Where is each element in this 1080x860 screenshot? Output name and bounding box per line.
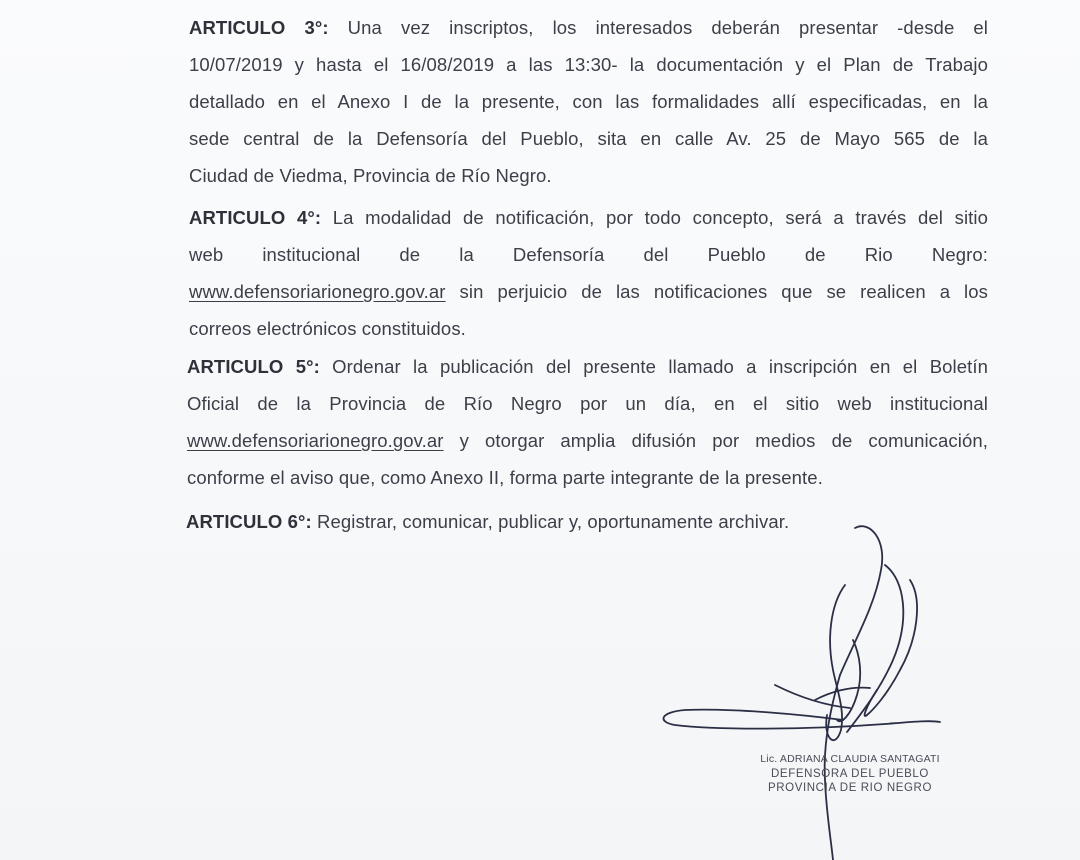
article-3-line-5: Ciudad de Viedma, Provincia de Río Negro. xyxy=(189,165,552,186)
article-4-line-4: correos electrónicos constituidos. xyxy=(189,318,466,339)
article-5-line-4: conforme el aviso que, como Anexo II, forma parte integrante de la presente. xyxy=(187,467,823,488)
stamp-title: DEFENSORA DEL PUEBLO xyxy=(771,767,929,780)
article-4-line-2: web institucional de la Defensoría del Pueblo de Rio Negro: xyxy=(189,244,988,265)
article-3-line-4: sede central de la Defensoría del Pueblo, sita en calle Av. 25 de Mayo 565 de la xyxy=(189,128,988,149)
article-3-line-2: 10/07/2019 y hasta el 16/08/2019 a las 13:30- la documentación y el Plan de Trabajo xyxy=(189,54,988,75)
article-6-label: ARTICULO 6°: xyxy=(186,511,312,532)
article-5-label: ARTICULO 5°: xyxy=(187,356,320,377)
article-3 xyxy=(189,9,988,194)
article-4 xyxy=(189,199,988,347)
official-stamp xyxy=(740,752,960,796)
article-3-label: ARTICULO 3°: xyxy=(189,17,329,38)
stamp-province: PROVINCIA DE RIO NEGRO xyxy=(767,782,932,794)
article-5-line-3: www.defensoriarionegro.gov.ar y otorgar amplia difusión por medios de comunicación, xyxy=(187,430,988,451)
article-3-line-3: detallado en el Anexo I de la presente, con las formalidades allí especificadas, en la xyxy=(189,91,988,112)
article-6-line-1: ARTICULO 6°: Registrar, comunicar, publicar y, oportunamente archivar. xyxy=(186,511,790,532)
article-3-line-1: ARTICULO 3°: Una vez inscriptos, los interesados deberán presentar -desde el xyxy=(189,17,989,38)
article-4-label: ARTICULO 4°: xyxy=(189,207,322,228)
article-4-line-3: www.defensoriarionegro.gov.ar sin perjuicio de las notificaciones que se realicen a los xyxy=(189,281,988,302)
article-5 xyxy=(187,348,988,496)
article-4-line-1: ARTICULO 4°: La modalidad de notificación, por todo concepto, será a través del sitio xyxy=(189,207,988,228)
article-5-line-1: ARTICULO 5°: Ordenar la publicación del presente llamado a inscripción en el Boletín xyxy=(187,356,988,377)
stamp-name: Lic. ADRIANA CLAUDIA SANTAGATI xyxy=(760,753,940,765)
website-link-2[interactable]: www.defensoriarionegro.gov.ar xyxy=(187,430,444,451)
article-5-line-2: Oficial de la Provincia de Río Negro por un día, en el sitio web institucional xyxy=(187,393,988,414)
handwritten-signature xyxy=(655,510,955,860)
website-link[interactable]: www.defensoriarionegro.gov.ar xyxy=(189,281,446,302)
